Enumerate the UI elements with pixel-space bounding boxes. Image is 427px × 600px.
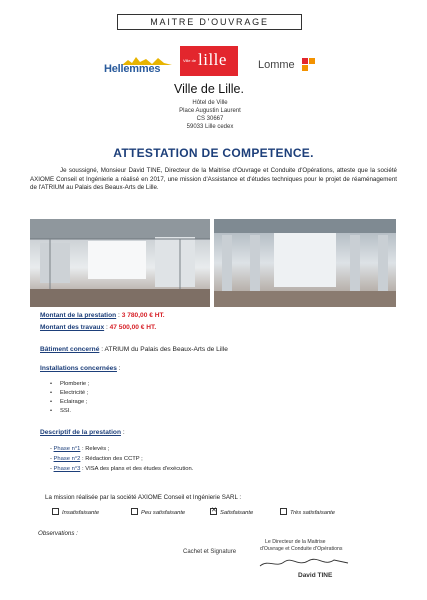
atrium-photo-right xyxy=(214,219,396,307)
mission-statement: La mission réalisée par la société AXIOME Conseil et Ingénierie SARL : xyxy=(45,494,242,501)
rating-peu-satisfaisante[interactable] xyxy=(131,508,185,516)
list-item: • SSI. xyxy=(50,407,89,416)
rating-checkbox[interactable] xyxy=(280,508,287,515)
phase-text: : Rédaction des CCTP ; xyxy=(82,456,143,462)
montant-travaux-label: Montant des travaux xyxy=(40,324,105,331)
signer-title-line: Le Directeur de la Maitrise xyxy=(265,539,326,545)
rating-insatisfaisante[interactable] xyxy=(52,508,99,516)
check-mark: ✕ xyxy=(211,507,217,514)
descriptif-label: Descriptif de la prestation xyxy=(40,429,121,436)
signer-name: David TINE xyxy=(298,572,333,579)
document-title: ATTESTATION DE COMPETENCE. xyxy=(113,146,314,160)
rating-label: Peu satisfaisante xyxy=(141,510,186,516)
lomme-logo-text: Lomme xyxy=(258,59,295,71)
rating-checkbox[interactable] xyxy=(131,508,138,515)
rating-label: Satisfaisante xyxy=(220,510,254,516)
montant-prestation-value: 3 780,00 € HT. xyxy=(121,312,165,319)
lille-logo-big-text: lille xyxy=(198,50,227,69)
lille-logo xyxy=(180,46,238,76)
list-item: • Electricité ; xyxy=(50,389,89,398)
rating-label: Très satisfaisante xyxy=(290,510,335,516)
batiment-value: : ATRIUM du Palais des Beaux-Arts de Lille xyxy=(101,346,228,353)
phase-row: - Phase n°1 : Relevés ; xyxy=(50,446,110,452)
montant-travaux-value: 47 500,00 € HT. xyxy=(109,324,157,331)
rating-checkbox[interactable] xyxy=(52,508,59,515)
rating-label: Insatisfaisante xyxy=(62,510,100,516)
hellemmes-logo xyxy=(104,54,174,80)
observations-label: Observations : xyxy=(38,530,78,537)
lomme-square-icon xyxy=(309,58,315,64)
lomme-square-icon xyxy=(302,65,308,71)
lomme-logo xyxy=(258,56,322,76)
handwritten-signature xyxy=(258,557,350,569)
list-item: • Plomberie ; xyxy=(50,380,89,389)
rating-tres-satisfaisante[interactable] xyxy=(280,508,335,516)
phase-label: Phase n°1 xyxy=(53,446,81,452)
list-item: • Eclairage ; xyxy=(50,398,89,407)
descriptif-heading: Descriptif de la prestation : xyxy=(40,429,125,436)
atrium-photo-left xyxy=(30,219,210,307)
lille-logo-small-text: Ville de xyxy=(183,58,197,63)
hellemmes-logo-text: Hellemmes xyxy=(104,63,161,75)
installations-label: Installations concernées xyxy=(40,365,117,372)
cachet-label: Cachet et Signature xyxy=(183,549,237,555)
phase-label: Phase n°2 xyxy=(53,456,81,462)
phase-row: - Phase n°3 : VISA des plans et des études d'exécution. xyxy=(50,466,194,472)
batiment-row xyxy=(40,346,228,353)
rating-checkbox[interactable] xyxy=(210,508,217,515)
montant-prestation-label: Montant de la prestation xyxy=(40,312,117,319)
phase-row: - Phase n°2 : Rédaction des CCTP ; xyxy=(50,456,143,462)
phase-label: Phase n°3 xyxy=(53,466,81,472)
phase-text: : Relevés ; xyxy=(82,446,110,452)
city-address-line: Hôtel de Ville xyxy=(192,100,228,106)
batiment-label: Bâtiment concerné xyxy=(40,346,100,353)
intro-paragraph: Je soussigné, Monsieur David TINE, Directeur de la Maitrise d'Ouvrage et Conduite d'Opérations, atteste que la société AXIOME Conseil et Ingénierie a réalisé en 2017, une mission d'Assistance et d'études techniques pour le projet de réaménagement de l'ATRIUM au Palais des Beaux-Arts de Lille. xyxy=(30,167,397,192)
phase-text: : VISA des plans et des études d'exécution. xyxy=(82,466,194,472)
installations-list xyxy=(50,380,89,416)
montant-travaux-row: Montant des travaux : 47 500,00 € HT. xyxy=(40,324,157,331)
city-address-line: 59033 Lille cedex xyxy=(186,124,234,130)
maitre-ouvrage-header: MAITRE D'OUVRAGE xyxy=(117,14,302,30)
rating-satisfaisante[interactable] xyxy=(210,508,253,516)
city-address-line: Place Augustin Laurent xyxy=(179,108,241,114)
signer-title-line: d'Ouvrage et Conduite d'Opérations xyxy=(260,546,343,552)
city-address-line: CS 30667 xyxy=(196,116,224,122)
lomme-square-icon xyxy=(302,58,308,64)
montant-prestation-row: Montant de la prestation : 3 780,00 € HT. xyxy=(40,312,165,319)
city-name: Ville de Lille. xyxy=(174,82,244,96)
installations-heading: Installations concernées : xyxy=(40,365,121,372)
